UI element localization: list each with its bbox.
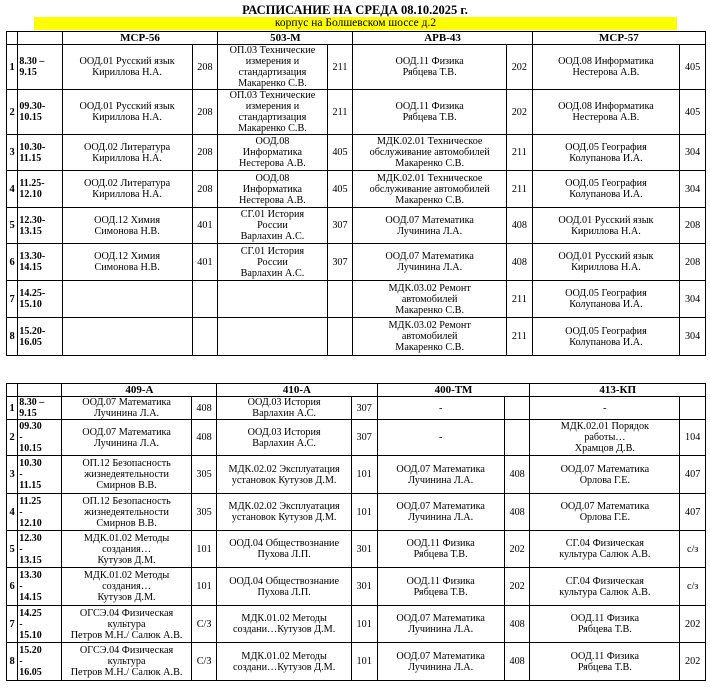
lesson-subject: -: [530, 397, 680, 420]
lesson-room: 101: [191, 568, 217, 606]
lesson-room: 307: [327, 208, 353, 244]
lesson-subject: ООД.05 География Колупанова И.А.: [532, 281, 679, 318]
lesson-room: [504, 420, 530, 456]
lesson-room: [192, 281, 218, 318]
lesson-room: 101: [351, 456, 377, 494]
lesson-number: 4: [7, 494, 18, 531]
table-row: [7, 318, 706, 356]
lesson-room: 208: [680, 208, 706, 244]
lesson-subject: ООД.03 История Варлахин А.С.: [217, 420, 351, 456]
schedule-table-2: [6, 383, 706, 681]
group-header-2: АРВ-43: [353, 32, 532, 45]
lesson-subject: ООД.05 География Колупанова И.А.: [532, 318, 679, 356]
lesson-subject: ООД.01 Русский язык Кириллова Н.А.: [62, 45, 192, 90]
lesson-subject: ОГСЭ.04 Физическая культура Петров М.Н./ Салюк А.В.: [62, 643, 191, 681]
lesson-room: [680, 397, 706, 420]
lesson-room: 211: [327, 45, 353, 90]
lesson-subject: МДК.02.01 Порядок работы… Храмцов Д.В.: [530, 420, 680, 456]
lesson-room: 211: [506, 171, 532, 208]
lesson-subject: ООД.02 Литература Кириллова Н.А.: [62, 171, 192, 208]
lesson-subject: ООД.11 Физика Рябцева Т.В.: [353, 90, 507, 135]
lesson-subject: ООД.05 География Колупанова И.А.: [532, 171, 679, 208]
lesson-time: 8.30 – 9.15: [18, 397, 62, 420]
lesson-subject: ОП.12 Безопасность жизнедеятельности Смирнов В.В.: [62, 456, 191, 494]
schedule-table-1: [6, 31, 706, 356]
lesson-room: 407: [680, 456, 706, 494]
lesson-room: 101: [351, 643, 377, 681]
lesson-subject: ООД.04 Обществознание Пухова Л.П.: [217, 568, 351, 606]
lesson-number: 3: [7, 456, 18, 494]
lesson-room: [327, 318, 353, 356]
table-2-header-row: [7, 384, 706, 397]
lesson-subject: ООД.05 География Колупанова И.А.: [532, 135, 679, 171]
group-header-1: 410-А: [217, 384, 377, 397]
lesson-subject: ООД.01 Русский язык Кириллова Н.А.: [532, 208, 679, 244]
lesson-room: 304: [680, 171, 706, 208]
lesson-number: 2: [7, 420, 18, 456]
table-1-header-row: [7, 32, 706, 45]
lesson-time: 13.30 - 14.15: [18, 568, 62, 606]
lesson-number: 1: [7, 45, 18, 90]
lesson-subject: МДК.03.02 Ремонт автомобилей Макаренко С.В.: [353, 318, 507, 356]
table-row: [7, 45, 706, 90]
lesson-room: 405: [327, 171, 353, 208]
lesson-room: 408: [191, 397, 217, 420]
lesson-room: 208: [192, 135, 218, 171]
lesson-room: 407: [680, 494, 706, 531]
lesson-room: с/з: [680, 568, 706, 606]
lesson-subject: ОП.03 Технические измерения и стандартизация Макаренко С.В.: [218, 90, 327, 135]
lesson-room: С/З: [191, 606, 217, 643]
lesson-subject: -: [377, 420, 504, 456]
lesson-subject: ООД.07 Математика Лучинина Л.А.: [353, 208, 507, 244]
lesson-time: 14.25 - 15.10: [18, 606, 62, 643]
lesson-number: 7: [7, 281, 18, 318]
lesson-room: 208: [680, 244, 706, 281]
lesson-room: [504, 397, 530, 420]
lesson-room: 208: [192, 45, 218, 90]
lesson-subject: ОП.12 Безопасность жизнедеятельности Смирнов В.В.: [62, 494, 191, 531]
lesson-time: 8.30 – 9.15: [18, 45, 62, 90]
lesson-subject: ООД.11 Физика Рябцева Т.В.: [377, 568, 504, 606]
lesson-room: 208: [192, 171, 218, 208]
table-row: [7, 456, 706, 494]
lesson-subject: [62, 281, 192, 318]
lesson-subject: ООД.07 Математика Лучинина Л.А.: [377, 456, 504, 494]
table-row: [7, 494, 706, 531]
lesson-room: 211: [506, 135, 532, 171]
lesson-subject: ООД.08 Информатика Нестерова А.В.: [218, 171, 327, 208]
lesson-subject: СГ.01 История России Варлахин А.С.: [218, 208, 327, 244]
lesson-room: 211: [327, 90, 353, 135]
lesson-room: 405: [327, 135, 353, 171]
lesson-time: 15.20- 16.05: [18, 318, 62, 356]
lesson-number: 3: [7, 135, 18, 171]
lesson-subject: ООД.01 Русский язык Кириллова Н.А.: [532, 244, 679, 281]
lesson-subject: ООД.07 Математика Лучинина Л.А.: [377, 643, 504, 681]
table-row: [7, 531, 706, 568]
lesson-room: 305: [191, 494, 217, 531]
lesson-time: 10.30 - 11.15: [18, 456, 62, 494]
lesson-number: 6: [7, 244, 18, 281]
lesson-subject: ООД.11 Физика Рябцева Т.В.: [377, 531, 504, 568]
lesson-room: 307: [327, 244, 353, 281]
lesson-subject: МДК.02.01 Техническое обслуживание автомобилей Макаренко С.В.: [353, 135, 507, 171]
lesson-subject: МДК.03.02 Ремонт автомобилей Макаренко С.В.: [353, 281, 507, 318]
lesson-subject: -: [377, 397, 504, 420]
lesson-room: 408: [504, 494, 530, 531]
lesson-room: 307: [351, 397, 377, 420]
campus-banner: корпус на Болшевском шоссе д.2: [34, 17, 677, 30]
lesson-time: 13.30- 14.15: [18, 244, 62, 281]
lesson-subject: ООД.12 Химия Симонова Н.В.: [62, 208, 192, 244]
lesson-number: 7: [7, 606, 18, 643]
lesson-room: 304: [680, 135, 706, 171]
lesson-subject: МДК.01.02 Методы создания… Кутузов Д.М.: [62, 531, 191, 568]
lesson-subject: ООД.07 Математика Орлова Г.Е.: [530, 494, 680, 531]
table-row: [7, 208, 706, 244]
lesson-room: 408: [504, 643, 530, 681]
lesson-room: 408: [506, 244, 532, 281]
lesson-subject: ООД.11 Физика Рябцева Т.В.: [530, 606, 680, 643]
lesson-subject: МДК.01.02 Методы создани…Кутузов Д.М.: [217, 606, 351, 643]
time-header-cell: [18, 384, 62, 397]
lesson-subject: [62, 318, 192, 356]
lesson-subject: ООД.08 Информатика Нестерова А.В.: [532, 45, 679, 90]
corner-cell: [7, 384, 18, 397]
lesson-room: 401: [192, 244, 218, 281]
group-header-0: 409-А: [62, 384, 217, 397]
lesson-subject: ООД.07 Математика Лучинина Л.А.: [62, 397, 191, 420]
group-header-0: МСР-56: [62, 32, 218, 45]
lesson-room: 408: [506, 208, 532, 244]
lesson-room: 202: [506, 90, 532, 135]
lesson-room: 202: [506, 45, 532, 90]
lesson-subject: СГ.04 Физическая культура Салюк А.В.: [530, 531, 680, 568]
lesson-subject: МДК.01.02 Методы создани…Кутузов Д.М.: [217, 643, 351, 681]
lesson-subject: ООД.07 Математика Лучинина Л.А.: [353, 244, 507, 281]
lesson-room: С/З: [191, 643, 217, 681]
table-row: [7, 420, 706, 456]
lesson-room: 301: [351, 531, 377, 568]
lesson-number: 4: [7, 171, 18, 208]
group-header-3: МСР-57: [532, 32, 705, 45]
lesson-subject: ООД.04 Обществознание Пухова Л.П.: [217, 531, 351, 568]
lesson-subject: ООД.12 Химия Симонова Н.В.: [62, 244, 192, 281]
lesson-room: 202: [680, 606, 706, 643]
lesson-room: 405: [680, 90, 706, 135]
lesson-number: 8: [7, 318, 18, 356]
lesson-room: 408: [504, 456, 530, 494]
table-row: [7, 281, 706, 318]
lesson-room: 101: [351, 606, 377, 643]
lesson-number: 1: [7, 397, 18, 420]
lesson-number: 5: [7, 208, 18, 244]
lesson-room: 408: [191, 420, 217, 456]
lesson-subject: ООД.08 Информатика Нестерова А.В.: [532, 90, 679, 135]
lesson-time: 09.30- 10.15: [18, 90, 62, 135]
corner-cell: [7, 32, 18, 45]
lesson-subject: ООД.11 Физика Рябцева Т.В.: [530, 643, 680, 681]
lesson-room: 305: [191, 456, 217, 494]
lesson-room: 202: [680, 643, 706, 681]
lesson-time: 14.25- 15.10: [18, 281, 62, 318]
lesson-time: 12.30- 13.15: [18, 208, 62, 244]
table-row: [7, 135, 706, 171]
lesson-subject: МДК.02.02 Эксплуатация установок Кутузов Д.М.: [217, 456, 351, 494]
lesson-room: 307: [351, 420, 377, 456]
lesson-number: 2: [7, 90, 18, 135]
table-row: [7, 643, 706, 681]
lesson-subject: ООД.08 Информатика Нестерова А.В.: [218, 135, 327, 171]
table-row: [7, 606, 706, 643]
lesson-room: 101: [351, 494, 377, 531]
lesson-subject: ООД.07 Математика Лучинина Л.А.: [377, 494, 504, 531]
lesson-room: с/з: [680, 531, 706, 568]
lesson-subject: МДК.01.02 Методы создания… Кутузов Д.М.: [62, 568, 191, 606]
lesson-subject: МДК.02.02 Эксплуатация установок Кутузов Д.М.: [217, 494, 351, 531]
lesson-room: 208: [192, 90, 218, 135]
lesson-subject: ООД.07 Математика Орлова Г.Е.: [530, 456, 680, 494]
time-header-cell: [18, 32, 62, 45]
table-row: [7, 568, 706, 606]
lesson-subject: ООД.02 Литература Кириллова Н.А.: [62, 135, 192, 171]
lesson-room: 408: [504, 606, 530, 643]
lesson-time: 10.30- 11.15: [18, 135, 62, 171]
lesson-room: 304: [680, 281, 706, 318]
lesson-subject: ООД.11 Физика Рябцева Т.В.: [353, 45, 507, 90]
lesson-subject: ООД.03 История Варлахин А.С.: [217, 397, 351, 420]
lesson-subject: СГ.04 Физическая культура Салюк А.В.: [530, 568, 680, 606]
lesson-room: 202: [504, 531, 530, 568]
schedule-title: РАСПИСАНИЕ НА СРЕДА 08.10.2025 г.: [242, 3, 468, 17]
lesson-room: 401: [192, 208, 218, 244]
lesson-room: 301: [351, 568, 377, 606]
lesson-number: 6: [7, 568, 18, 606]
lesson-subject: ООД.07 Математика Лучинина Л.А.: [62, 420, 191, 456]
lesson-subject: [218, 281, 327, 318]
lesson-room: 211: [506, 281, 532, 318]
lesson-time: 12.30 - 13.15: [18, 531, 62, 568]
lesson-subject: МДК.02.01 Техническое обслуживание автомобилей Макаренко С.В.: [353, 171, 507, 208]
lesson-time: 11.25 - 12.10: [18, 494, 62, 531]
lesson-room: [192, 318, 218, 356]
lesson-subject: ОП.03 Технические измерения и стандартизация Макаренко С.В.: [218, 45, 327, 90]
lesson-room: 104: [680, 420, 706, 456]
lesson-number: 8: [7, 643, 18, 681]
group-header-1: 503-М: [218, 32, 353, 45]
table-row: [7, 90, 706, 135]
lesson-room: 202: [504, 568, 530, 606]
lesson-room: 211: [506, 318, 532, 356]
lesson-number: 5: [7, 531, 18, 568]
table-row: [7, 397, 706, 420]
lesson-room: 101: [191, 531, 217, 568]
group-header-3: 413-КП: [530, 384, 706, 397]
table-row: [7, 244, 706, 281]
lesson-subject: ООД.01 Русский язык Кириллова Н.А.: [62, 90, 192, 135]
lesson-room: 304: [680, 318, 706, 356]
lesson-room: [327, 281, 353, 318]
lesson-subject: СГ.01 История России Варлахин А.С.: [218, 244, 327, 281]
table-row: [7, 171, 706, 208]
lesson-time: 15.20 - 16.05: [18, 643, 62, 681]
lesson-subject: [218, 318, 327, 356]
lesson-room: 405: [680, 45, 706, 90]
lesson-subject: ООД.07 Математика Лучинина Л.А.: [377, 606, 504, 643]
lesson-time: 09.30 - 10.15: [18, 420, 62, 456]
lesson-time: 11.25- 12.10: [18, 171, 62, 208]
lesson-subject: ОГСЭ.04 Физическая культура Петров М.Н./ Салюк А.В.: [62, 606, 191, 643]
group-header-2: 400-ТМ: [377, 384, 530, 397]
